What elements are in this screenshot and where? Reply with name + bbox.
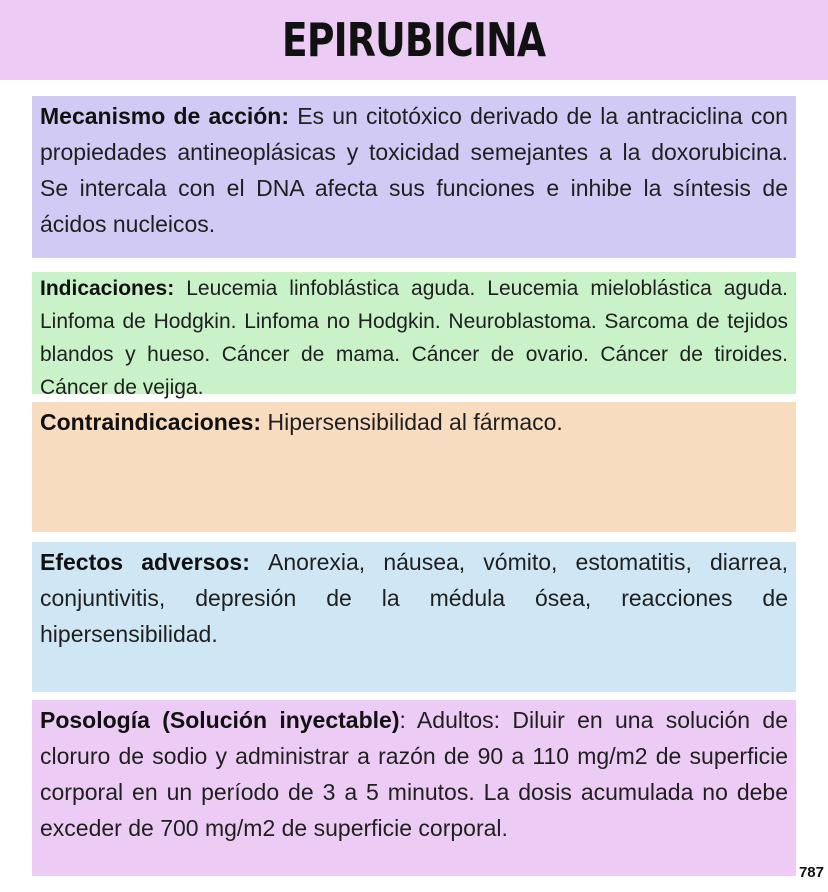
section-mecanismo	[32, 96, 796, 258]
mecanismo-text: Es un citotóxico derivado de la antraciclina con propiedades antineoplásicas y toxicidad semejantes a la doxorubicina. Se intercala con el DNA afecta sus funciones e inhibe la síntesis de ácidos nucleicos.	[40, 103, 788, 237]
posologia-label: Posología (Solución inyectable)	[40, 707, 400, 733]
contraindicaciones-label: Contraindicaciones:	[40, 409, 268, 435]
section-efectos-adversos	[32, 542, 796, 692]
mecanismo-label: Mecanismo de acción:	[40, 103, 298, 129]
contraindicaciones-text: Hipersensibilidad al fármaco.	[267, 409, 563, 435]
efectos-text: Anorexia, náusea, vómito, estomatitis, diarrea, conjuntivitis, depresión de la médula ósea, reacciones de hipersensibilidad.	[40, 549, 788, 647]
section-contraindicaciones	[32, 402, 796, 532]
section-posologia	[32, 700, 796, 876]
section-indicaciones	[32, 272, 796, 399]
indicaciones-label: Indicaciones:	[40, 277, 187, 300]
title-bar	[0, 0, 828, 80]
page-number: 787	[798, 864, 824, 881]
indicaciones-text: Leucemia linfoblástica aguda. Leucemia mieloblástica aguda. Linfoma de Hodgkin. Linfoma no Hodgkin. Neuroblastoma. Sarcoma de tejidos blandos y hueso. Cáncer de mama. Cáncer de ovario. Cáncer de tiroides. Cáncer de vejiga.	[40, 277, 789, 399]
page-title: EPIRUBICINA	[282, 13, 546, 67]
efectos-label: Efectos adversos:	[40, 549, 269, 575]
posologia-text: : Adultos: Diluir en una solución de cloruro de sodio y administrar a razón de 90 a 110 mg/m2 de superficie corporal en un período de 3 a 5 minutos. La dosis acumulada no debe exceder de 700 mg/m2 de superficie corporal.	[40, 707, 788, 841]
